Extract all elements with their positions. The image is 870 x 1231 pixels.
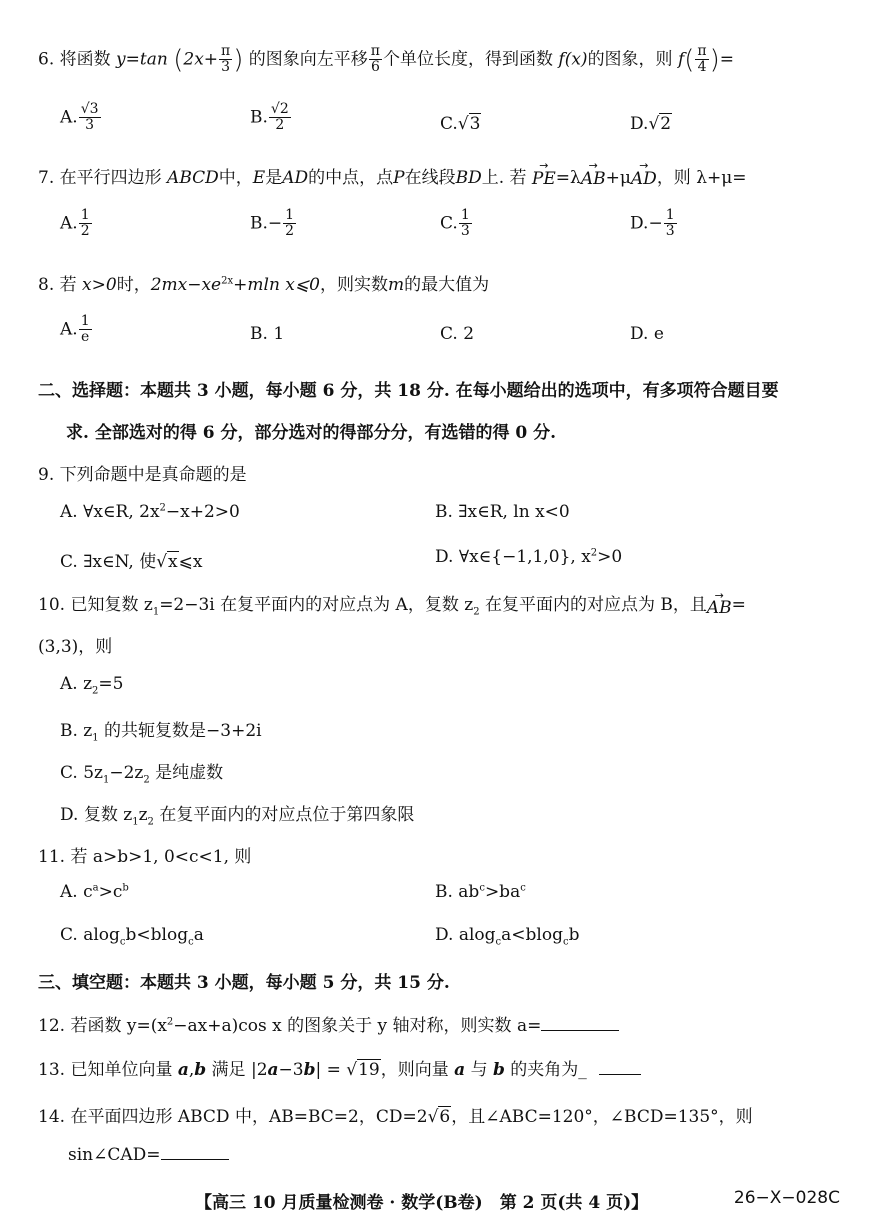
paren-open: ( xyxy=(684,44,695,75)
q10-option-c: C. $5z_1-2z_2$ 是纯虚数 xyxy=(60,763,224,786)
question-10: 10. 已知复数 $z_1=2-3i$ 在复平面内的对应点为 A，复数 $z_2$ 在复平面内的对应点为 B，且 → AB = xyxy=(38,588,746,619)
q11-option-b: B. $ab^c>ba^c$ xyxy=(435,882,526,902)
q8-text-3: ，则实数 xyxy=(319,275,388,295)
paren-close: ) xyxy=(709,44,720,75)
q6-options xyxy=(38,102,840,134)
q7-text-9: ，则 λ+μ= xyxy=(656,167,747,188)
q9-options-row1 xyxy=(38,502,840,522)
q8-text-4: 的最大值为 xyxy=(404,275,490,295)
question-7 xyxy=(38,159,840,189)
q11-option-a: A. $c^a>c^b$ xyxy=(60,882,129,902)
question-10-cont: (3,3)，则 xyxy=(38,637,113,657)
q9-option-c: C. ∃x∈N, 使√x⩽x xyxy=(60,552,203,572)
question-14-cont: sin∠CAD= xyxy=(68,1145,840,1165)
q7-option-a: A. $\frac{1}{2}$ xyxy=(60,207,90,240)
question-12: 12. 若函数 $y=(x^2-ax+a)\cos$ x 的图象关于 y 轴对称，则实数 a= xyxy=(38,1011,840,1036)
q10-option-a: A. $z_2=5$ xyxy=(60,674,124,697)
q7-text-6: 上. 若 xyxy=(481,167,527,188)
q11-option-c: C. alog$_c$b<blog$_c$a xyxy=(60,925,204,948)
fraction-pi-over-6: $\frac{\pi}{6}$ xyxy=(370,43,380,76)
q6-option-b: B. $\frac{√2}{2}$ xyxy=(250,101,289,134)
q8-text-2: 时， xyxy=(116,275,151,295)
q6-text-4: 的图象，则 xyxy=(587,49,673,70)
vector-ad: → AD xyxy=(630,159,657,189)
footer-title: 【高三 10 月质量检测卷 · 数学(B卷) 第 2 页(共 4 页)】 xyxy=(195,1193,649,1213)
fraction-pi-over-3: $\frac{\pi}{3}$ xyxy=(221,43,231,76)
q8-cond: x>0 xyxy=(82,275,117,295)
paren-close: ) xyxy=(233,44,244,75)
q9-option-a: A. ∀x∈R, $2x^2-x+2>0$ xyxy=(60,502,240,522)
q11-options-row2 xyxy=(38,925,840,947)
q7-abcd: ABCD xyxy=(167,167,219,188)
q9-options-row2 xyxy=(38,547,840,572)
q11-options-row1 xyxy=(38,882,840,902)
q7-text-3: 是 xyxy=(265,167,283,188)
answer-blank-13[interactable] xyxy=(599,1074,641,1075)
q6-text: 将函数 xyxy=(59,49,111,70)
q7-option-c: C. $\frac{1}{3}$ xyxy=(440,207,470,240)
fraction-pi-over-4: $\frac{\pi}{4}$ xyxy=(697,43,707,76)
q6-option-a: A. $\frac{√3}{3}$ xyxy=(60,101,99,134)
q8-option-c: C. 2 xyxy=(440,324,475,344)
question-14: 14. 在平面四边形 ABCD 中，AB=BC=2，CD=2√6，且∠ABC=120°，∠BCD=135°，则 xyxy=(38,1107,753,1127)
q7-ad: AD xyxy=(282,167,309,188)
vector-ab: → AB xyxy=(580,159,606,189)
q8-option-a: A. $\frac{1}{e}$ xyxy=(60,313,90,346)
q8-expr-2: +mln x⩽0 xyxy=(233,275,320,295)
q7-text-4: 的中点，点 xyxy=(308,167,394,188)
q7-e: E xyxy=(252,167,266,188)
q7-text: 在平行四边形 xyxy=(59,167,162,188)
q7-option-d: D.− $\frac{1}{3}$ xyxy=(630,207,675,240)
q6-number: 6. xyxy=(38,49,55,70)
section-2-heading: 二、选择题：本题共 3 小题，每小题 6 分，共 18 分. 在每小题给出的选项中，有多项符合题目要 xyxy=(38,381,779,401)
q6-option-c: C.√3 xyxy=(440,114,481,134)
q10-option-b: B. $z_1$ 的共轭复数是−3+2i xyxy=(60,721,262,744)
question-9: 9. 下列命题中是真命题的是 xyxy=(38,465,247,485)
q8-m: m xyxy=(387,275,405,295)
q7-option-b: B.− $\frac{1}{2}$ xyxy=(250,207,295,240)
q6-text-3: 个单位长度，得到函数 xyxy=(383,49,553,70)
q6-f: f xyxy=(677,49,685,70)
vector-pe: → PE xyxy=(531,159,556,189)
q6-option-d: D.√2 xyxy=(630,114,672,134)
q7-text-5: 在线段 xyxy=(404,167,456,188)
section-3-heading: 三、填空题：本题共 3 小题，每小题 5 分，共 15 分. xyxy=(38,973,450,993)
q7-p: P xyxy=(393,167,405,188)
footer-code: 26−X−028C xyxy=(733,1188,840,1208)
q6-fx: f(x) xyxy=(558,49,588,70)
q8-expr: 2mx−xe xyxy=(150,275,222,295)
paren-open: ( xyxy=(173,44,184,75)
q10-option-d: D. 复数 $z_1z_2$ 在复平面内的对应点位于第四象限 xyxy=(60,805,415,828)
q11-option-d: D. alog$_c$a<blog$_c$b xyxy=(435,925,580,948)
q8-option-b: B. 1 xyxy=(250,324,285,344)
q9-option-d: D. ∀x∈{−1,1,0}, $x^2>0$ xyxy=(435,547,623,567)
q6-equals: = xyxy=(719,49,735,70)
q7-text-2: 中， xyxy=(218,167,253,188)
q8-options xyxy=(38,314,840,346)
question-8 xyxy=(38,270,840,295)
q6-text-2: 的图象向左平移 xyxy=(248,49,368,70)
q8-exponent: 2x xyxy=(221,275,234,287)
q7-text-7: =λ xyxy=(555,167,581,188)
question-6 xyxy=(38,44,840,76)
q9-option-b: B. ∃x∈R, ln x<0 xyxy=(435,502,570,522)
vector-ab: → AB xyxy=(706,588,732,619)
q6-arg: 2x+ xyxy=(183,49,219,70)
q8-text: 若 xyxy=(59,275,77,295)
answer-blank-12[interactable] xyxy=(541,1030,619,1031)
q8-number: 8. xyxy=(38,275,55,295)
q7-text-8: +μ xyxy=(605,167,631,188)
question-11: 11. 若 a>b>1, 0<c<1, 则 xyxy=(38,847,252,867)
question-13: 13. 已知单位向量 a,b 满足 |2a−3b| = √19，则向量 a 与 b 的夹角为_ xyxy=(38,1055,840,1080)
q6-func: y=tan xyxy=(116,49,168,70)
q7-options xyxy=(38,208,840,240)
q7-number: 7. xyxy=(38,167,55,188)
section-2-heading-cont: 求. 全部选对的得 6 分，部分选对的得部分分，有选错的得 0 分. xyxy=(66,423,557,443)
page-footer xyxy=(195,1188,840,1213)
q8-option-d: D. e xyxy=(630,324,664,344)
q7-bd: BD xyxy=(455,167,482,188)
answer-blank-14[interactable] xyxy=(161,1159,229,1160)
